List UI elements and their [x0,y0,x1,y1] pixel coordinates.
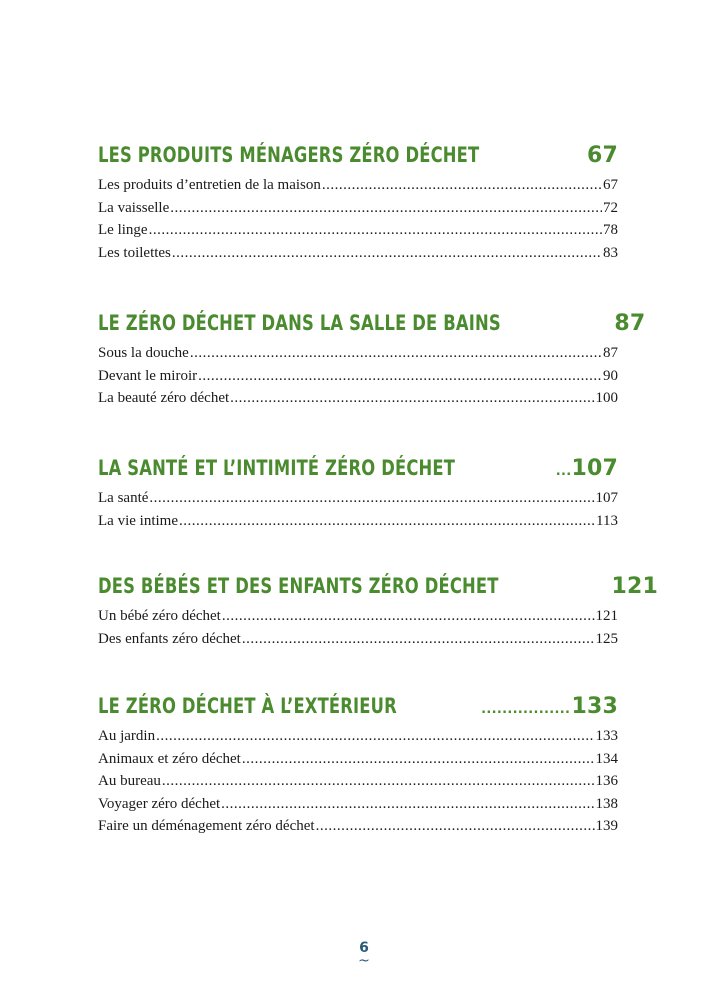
entry-label: Le linge [98,222,148,238]
leader-dots [190,342,602,365]
entry-label: Un bébé zéro déchet [98,608,221,624]
section-title: LA SANTÉ ET L’INTIMITÉ ZÉRO DÉCHET [98,456,456,480]
section-heading[interactable] [98,138,618,172]
entry-page: 113 [596,512,618,529]
leader-dots [162,770,595,793]
entry-page: 133 [595,728,618,744]
section-heading[interactable] [98,689,618,723]
toc-entry[interactable] [98,748,618,771]
leader-dots [242,628,595,651]
toc-entry[interactable] [98,342,618,365]
section-page: 121 [611,574,659,599]
entry-label: Voyager zéro déchet [98,795,221,812]
entry-label: Sous la douche [98,345,189,361]
entry-page: 107 [595,490,618,506]
toc-entry[interactable] [98,387,618,410]
toc-entry[interactable] [98,219,618,242]
toc-entry[interactable] [98,770,618,793]
leader-dots [316,815,595,838]
tilde-ornament: ~ [358,953,370,969]
toc-entry[interactable] [98,510,618,533]
leader-dots [198,365,602,388]
entry-page: 83 [603,244,618,261]
entry-label: La beauté zéro déchet [98,390,230,406]
section-page: 107 [571,456,618,481]
entry-label: Des enfants zéro déchet [98,630,241,647]
entry-page: 138 [595,795,618,812]
entry-label: Devant le miroir [98,367,198,384]
leader-dots [230,387,594,410]
section-title: LE ZÉRO DÉCHET DANS LA SALLE DE BAINS [98,311,501,335]
leader-dots [179,510,595,533]
leader-dots [149,219,602,242]
entry-page: 100 [595,390,618,406]
entry-label: Au jardin [98,728,156,744]
entry-label: La santé [98,490,149,506]
entry-page: 67 [603,177,618,193]
section-title: DES BÉBÉS ET DES ENFANTS ZÉRO DÉCHET [98,574,499,598]
leader-dots [221,793,594,816]
toc-section [98,569,659,650]
entry-page: 72 [603,199,618,216]
leader-dots [481,693,571,727]
entry-label: Les toilettes [98,244,171,261]
leader-dots [172,242,602,265]
section-page: 87 [614,311,646,336]
section-heading[interactable] [98,306,646,340]
entry-page: 121 [595,608,618,624]
leader-dots [242,748,595,771]
entry-page: 136 [595,773,618,789]
toc-entry[interactable] [98,487,618,510]
leader-dots [222,605,595,628]
leader-dots [322,174,602,197]
toc-entry[interactable] [98,174,618,197]
entry-label: La vaisselle [98,199,170,216]
entry-page: 125 [595,630,618,647]
toc-entry[interactable] [98,815,618,838]
toc-entry[interactable] [98,365,618,388]
toc-entry[interactable] [98,242,618,265]
toc-entry[interactable] [98,793,618,816]
entry-label: Animaux et zéro déchet [98,750,241,767]
entry-page: 134 [595,750,618,767]
section-title: LES PRODUITS MÉNAGERS ZÉRO DÉCHET [98,143,480,167]
entry-page: 78 [603,222,618,238]
section-heading[interactable] [98,569,659,603]
toc-section [98,138,618,264]
leader-dots [156,725,594,748]
toc-entry[interactable] [98,197,618,220]
entry-page: 139 [595,818,618,834]
entry-label: Au bureau [98,773,161,789]
page-number: 6 [359,940,369,956]
entry-label: Les produits d’entretien de la maison [98,177,321,193]
entry-label: La vie intime [98,512,178,529]
toc-entry[interactable] [98,628,618,651]
section-page: 67 [586,143,618,168]
toc-section [98,451,618,532]
toc-entry[interactable] [98,725,618,748]
leader-dots [149,487,594,510]
toc-section [98,689,618,838]
toc-section [98,306,646,410]
entry-page: 90 [603,367,618,384]
section-heading[interactable] [98,451,618,485]
leader-dots [170,197,602,220]
entry-page: 87 [603,345,618,361]
section-page: 133 [571,694,618,719]
toc-entry[interactable] [98,605,618,628]
entry-label: Faire un déménagement zéro déchet [98,818,315,834]
section-title: LE ZÉRO DÉCHET À L’EXTÉRIEUR [98,694,397,718]
leader-dots [556,455,572,489]
